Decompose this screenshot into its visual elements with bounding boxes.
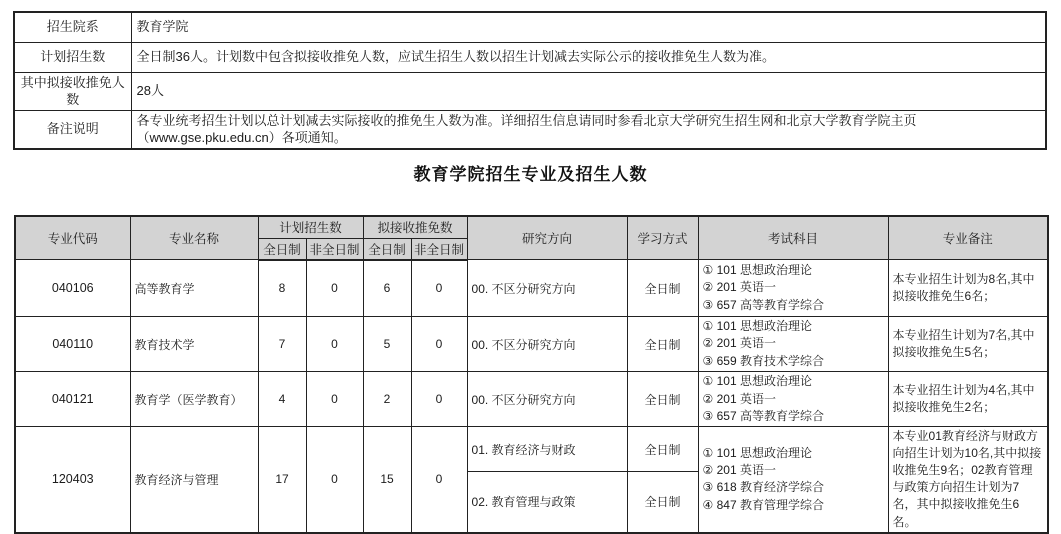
cell-tuimian-parttime: 0	[411, 260, 467, 317]
col-header-major-code: 专业代码	[15, 216, 130, 260]
cell-direction: 01. 教育经济与财政	[467, 427, 627, 472]
info-label: 计划招生数	[14, 42, 131, 72]
cell-tuimian-parttime: 0	[411, 427, 467, 533]
col-header-tuimian-group: 拟接收推免数	[363, 216, 467, 238]
cell-study-mode: 全日制	[627, 427, 698, 472]
admissions-summary-table	[13, 11, 1047, 150]
cell-major-name: 高等教育学	[130, 260, 258, 317]
cell-tuimian-parttime: 0	[411, 372, 467, 427]
table-row	[15, 427, 1048, 472]
info-label: 招生院系	[14, 12, 131, 42]
exam-subject-line: ③ 657 高等教育学综合	[702, 408, 824, 423]
col-header-exam-subjects: 考试科目	[698, 216, 888, 260]
cell-study-mode: 全日制	[627, 260, 698, 317]
table-row	[14, 42, 1046, 72]
exam-subject-line: ③ 659 教育技术学综合	[702, 353, 824, 368]
cell-major-note: 本专业招生计划为7名,其中拟接收推免生5名；	[888, 317, 1048, 372]
cell-exam-subjects	[698, 260, 888, 317]
exam-subject-line: ① 101 思想政治理论	[702, 262, 812, 277]
col-header-study-mode: 学习方式	[627, 216, 698, 260]
cell-exam-subjects	[698, 317, 888, 372]
cell-major-note: 本专业招生计划为4名,其中拟接收推免生2名；	[888, 372, 1048, 427]
cell-exam-subjects	[698, 372, 888, 427]
col-header-fulltime: 全日制	[258, 238, 306, 260]
exam-subject-line: ② 201 英语一	[702, 391, 776, 406]
info-value: 各专业统考招生计划以总计划减去实际接收的推免生人数为准。详细招生信息请同时参看北京大学研究生招生网和北京大学教育学院主页（www.gse.pku.edu.cn）各项通知。	[131, 110, 1046, 149]
cell-planned-parttime: 0	[306, 317, 363, 372]
cell-major-code: 120403	[15, 427, 130, 533]
cell-major-name: 教育学（医学教育）	[130, 372, 258, 427]
exam-subject-line: ① 101 思想政治理论	[702, 374, 812, 389]
table-row	[14, 72, 1046, 110]
cell-planned-parttime: 0	[306, 427, 363, 533]
col-header-planned-group: 计划招生数	[258, 216, 363, 238]
cell-planned-fulltime: 8	[258, 260, 306, 317]
info-label: 其中拟接收推免人数	[14, 72, 131, 110]
table-row	[15, 372, 1048, 427]
cell-major-note: 本专业招生计划为8名,其中拟接收推免生6名；	[888, 260, 1048, 317]
cell-tuimian-fulltime: 6	[363, 260, 411, 317]
cell-major-name: 教育经济与管理	[130, 427, 258, 533]
cell-major-code: 040106	[15, 260, 130, 317]
exam-subject-line: ③ 657 高等教育学综合	[702, 297, 824, 312]
exam-subject-line: ④ 847 教育管理学综合	[702, 497, 824, 512]
cell-direction: 02. 教育管理与政策	[467, 471, 627, 532]
cell-direction: 00. 不区分研究方向	[467, 260, 627, 317]
cell-planned-parttime: 0	[306, 372, 363, 427]
table-header-row	[15, 216, 1048, 238]
exam-subject-line: ① 101 思想政治理论	[702, 445, 812, 460]
table-row	[14, 12, 1046, 42]
col-header-parttime: 非全日制	[306, 238, 363, 260]
cell-planned-fulltime: 7	[258, 317, 306, 372]
col-header-major-note: 专业备注	[888, 216, 1048, 260]
cell-tuimian-parttime: 0	[411, 317, 467, 372]
info-value: 教育学院	[131, 12, 1046, 42]
cell-tuimian-fulltime: 2	[363, 372, 411, 427]
exam-subject-line: ① 101 思想政治理论	[702, 319, 812, 333]
info-value: 全日制36人。计划数中包含拟接收推免人数，应试生招生人数以招生计划减去实际公示的接收推免生人数为准。	[131, 42, 1046, 72]
cell-major-code: 040110	[15, 317, 130, 372]
cell-exam-subjects	[698, 427, 888, 533]
table-row	[15, 317, 1048, 372]
cell-direction: 00. 不区分研究方向	[467, 317, 627, 372]
cell-major-note: 本专业01教育经济与财政方向招生计划为10名,其中拟接收推免生9名；02教育管理与政策方向招生计划为7名，其中拟接收推免生6名。	[888, 427, 1048, 533]
exam-subject-line: ② 201 英语一	[702, 280, 776, 295]
cell-tuimian-fulltime: 5	[363, 317, 411, 372]
exam-subject-line: ③ 618 教育经济学综合	[702, 480, 824, 495]
cell-study-mode: 全日制	[627, 372, 698, 427]
cell-major-name: 教育技术学	[130, 317, 258, 372]
col-header-direction: 研究方向	[467, 216, 627, 260]
cell-planned-fulltime: 17	[258, 427, 306, 533]
section-title: 教育学院招生专业及招生人数	[413, 165, 648, 184]
cell-study-mode: 全日制	[627, 471, 698, 532]
cell-planned-parttime: 0	[306, 260, 363, 317]
exam-subject-line: ② 201 英语一	[702, 463, 776, 478]
col-header-parttime: 非全日制	[411, 238, 467, 260]
col-header-major-name: 专业名称	[130, 216, 258, 260]
col-header-fulltime: 全日制	[363, 238, 411, 260]
info-value: 28人	[131, 72, 1046, 110]
cell-planned-fulltime: 4	[258, 372, 306, 427]
info-label: 备注说明	[14, 110, 131, 149]
cell-direction: 00. 不区分研究方向	[467, 372, 627, 427]
exam-subject-line: ② 201 英语一	[702, 336, 776, 351]
majors-table	[14, 215, 1049, 534]
cell-study-mode: 全日制	[627, 317, 698, 372]
cell-major-code: 040121	[15, 372, 130, 427]
cell-tuimian-fulltime: 15	[363, 427, 411, 533]
table-row	[14, 110, 1046, 149]
table-row	[15, 260, 1048, 317]
